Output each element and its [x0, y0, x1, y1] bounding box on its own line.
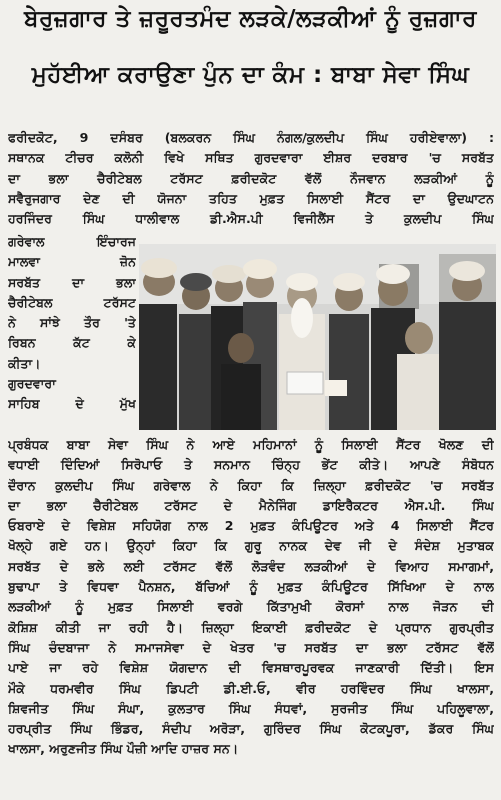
article-line: ਪਾਏ ਜਾ ਰਹੇ ਵਿਸ਼ੇਸ਼ ਯੋਗਦਾਨ ਦੀ ਵਿਸਥਾਰਪੂਰਵਕ ਜਾਣਕਾਰੀ ਦਿੱਤੀ। ਇਸ [8, 660, 494, 676]
article-line: ਸਵੈਰੁਜਗਾਰ ਦੇਣ ਦੀ ਯੋਜਨਾ ਤਹਿਤ ਮੁਫ਼ਤ ਸਿਲਾਈ ਸੈਂਟਰ ਦਾ ਉਦਘਾਟਨ [8, 190, 494, 206]
article-line: ਨੇ ਸਾਂਝੇ ਤੌਰ 'ਤੇ [8, 315, 136, 331]
article-line: ਸਥਾਨਕ ਟੀਚਰ ਕਲੋਨੀ ਵਿਖੇ ਸਥਿਤ ਗੁਰਦਵਾਰਾ ਈਸ਼ਰ ਦਰਬਾਰ 'ਚ ਸਰਬੱਤ [8, 150, 494, 166]
article-line: ਗੁਰਦਵਾਰਾ [8, 376, 56, 392]
article-line: ਕੋਸ਼ਿਸ਼ ਕੀਤੀ ਜਾ ਰਹੀ ਹੈ। ਜ਼ਿਲ੍ਹਾ ਇਕਾਈ ਫ਼ਰੀਦਕੋਟ ਦੇ ਪ੍ਰਧਾਨ ਗੁਰਪ੍ਰੀਤ [8, 619, 494, 635]
article-line: ਦਾ ਭਲਾ ਚੈਰੀਟੇਬਲ ਟਰੱਸਟ ਫ਼ਰੀਦਕੋਟ ਵੱਲੋਂ ਨੌਜਵਾਨ ਲੜਕੀਆਂ ਨੂੰ [8, 170, 494, 186]
article-line: ਸਰਬੱਤ ਦਾ ਭਲਾ [8, 274, 136, 290]
article-line: ਸਾਹਿਬ ਦੇ ਮੁੱਖ [8, 396, 136, 412]
article-line: ਮੌਕੇ ਧਰਮਵੀਰ ਸਿੰਘ ਡਿਪਟੀ ਡੀ.ਈ.ਓ, ਵੀਰ ਹਰਵਿੰਦਰ ਸਿੰਘ ਖਾਲਸਾ, [8, 680, 494, 696]
article-line: ਸ਼ਿਵਜੀਤ ਸਿੰਘ ਸੰਘਾ, ਕੁਲਤਾਰ ਸਿੰਘ ਸੰਧਵਾਂ, ਸੁਰਜੀਤ ਸਿੰਘ ਪਹਿਲੂਵਾਲਾ, [8, 700, 494, 716]
article-line: ਚੈਰੀਟੇਬਲ ਟਰੱਸਟ [8, 294, 136, 310]
article-line: ਹਰਪ੍ਰੀਤ ਸਿੰਘ ਭਿੰਡਰ, ਸੰਦੀਪ ਅਰੋੜਾ, ਗੁਰਿੰਦਰ ਸਿੰਘ ਕੋਟਕਪੂਰਾ, ਡੱਕਰ ਸਿੰਘ [8, 721, 494, 737]
article-line: ਖਾਲਸਾ, ਅਰੁਣਜੀਤ ਸਿੰਘ ਪੌਜ਼ੀ ਆਦਿ ਹਾਜ਼ਰ ਸਨ। [8, 741, 239, 757]
article-side-column [8, 232, 136, 415]
group-photo-icon [139, 244, 496, 430]
article-line: ਦਾ ਭਲਾ ਚੈਰੀਟੇਬਲ ਟਰੱਸਟ ਦੇ ਮੈਨੇਜਿੰਗ ਡਾਇਰੈਕਟਰ ਐਸ.ਪੀ. ਸਿੰਘ [8, 497, 494, 513]
article-line: ਰਿਬਨ ਕੱਟ ਕੇ [8, 335, 136, 351]
article-line: ਸਰਬੱਤ ਦੇ ਭਲੇ ਲਈ ਟਰੱਸਟ ਵੱਲੋਂ ਲੋੜਵੰਦ ਲੜਕੀਆਂ ਦੇ ਵਿਆਹ ਸਮਾਗਮਾਂ, [8, 558, 494, 574]
article-line: ਬੁਢਾਪਾ ਤੇ ਵਿਧਵਾ ਪੈਨਸ਼ਨ, ਬੱਚਿਆਂ ਨੂੰ ਮੁਫ਼ਤ ਕੰਪਿਊਟਰ ਸਿੱਖਿਆ ਦੇ ਨਾਲ [8, 579, 494, 595]
article-line: ਮਾਲਵਾ ਜ਼ੋਨ [8, 254, 136, 270]
article-line: ਹਰਜਿੰਦਰ ਸਿੰਘ ਧਾਲੀਵਾਲ ਡੀ.ਐਸ.ਪੀ ਵਿਜੀਲੈਂਸ ਤੇ ਕੁਲਦੀਪ ਸਿੰਘ [8, 211, 494, 227]
article-top [8, 128, 494, 229]
article-line: ਵਧਾਈ ਦਿੰਦਿਆਂ ਸਿਰੋਪਾਓ ਤੇ ਸਨਮਾਨ ਚਿੰਨ੍ਹ ਭੇਂਟ ਕੀਤੇ। ਆਪਣੇ ਸੰਬੋਧਨ [8, 457, 494, 473]
article-line: ਪ੍ਰਬੰਧਕ ਬਾਬਾ ਸੇਵਾ ਸਿੰਘ ਨੇ ਆਏ ਮਹਿਮਾਨਾਂ ਨੂੰ ਸਿਲਾਈ ਸੈਂਟਰ ਖੋਲਣ ਦੀ [8, 437, 494, 452]
headline-line-2: ਮੁਹੱਈਆ ਕਰਾਉਣਾ ਪੁੰਨ ਦਾ ਕੰਮ : ਬਾਬਾ ਸੇਵਾ ਸਿੰਘ [31, 62, 470, 88]
news-photo [139, 244, 496, 430]
article-line: ਖੋਲ੍ਹੇ ਗਏ ਹਨ। ਉਨ੍ਹਾਂ ਕਿਹਾ ਕਿ ਗੁਰੂ ਨਾਨਕ ਦੇਵ ਜੀ ਦੇ ਸੰਦੇਸ਼ ਮੁਤਾਬਕ [8, 538, 494, 554]
article-line: ਫਰੀਦਕੋਟ, 9 ਦਸੰਬਰ (ਬਲਕਰਨ ਸਿੰਘ ਨੰਗਲ/ਕੁਲਦੀਪ ਸਿੰਘ ਹਰੀਏਵਾਲਾ) : [8, 130, 494, 145]
article-line: ਲੜਕੀਆਂ ਨੂੰ ਮੁਫ਼ਤ ਸਿਲਾਈ ਵਰਗੇ ਕਿੱਤਾਮੁਖੀ ਕੋਰਸਾਂ ਨਾਲ ਜੋੜਨ ਦੀ [8, 599, 494, 615]
article-line: ਓਬਰਾਏ ਦੇ ਵਿਸ਼ੇਸ਼ ਸਹਿਯੋਗ ਨਾਲ 2 ਮੁਫ਼ਤ ਕੰਪਿਊਟਰ ਅਤੇ 4 ਸਿਲਾਈ ਸੈਂਟਰ [8, 518, 494, 534]
article-line: ਸਿੰਘ ਚੰਦਬਾਜਾ ਨੇ ਸਮਾਜਸੇਵਾ ਦੇ ਖੇਤਰ 'ਚ ਸਰਬੱਤ ਦਾ ਭਲਾ ਟਰੱਸਟ ਵੱਲੋਂ [8, 639, 494, 655]
article-line: ਦੌਰਾਨ ਕੁਲਦੀਪ ਸਿੰਘ ਗਰੇਵਾਲ ਨੇ ਕਿਹਾ ਕਿ ਜ਼ਿਲ੍ਹਾ ਫ਼ਰੀਦਕੋਟ 'ਚ ਸਰਬੱਤ [8, 477, 494, 493]
article-line: ਗਰੇਵਾਲ ਇੰਚਾਰਜ [8, 234, 136, 249]
headline-line-1: ਬੇਰੁਜ਼ਗਾਰ ਤੇ ਜ਼ਰੂਰਤਮੰਦ ਲੜਕੇ/ਲੜਕੀਆਂ ਨੂੰ ਰੁਜ਼ਗਾਰ [24, 6, 477, 32]
article-bottom [8, 435, 494, 760]
article-line: ਕੀਤਾ। [8, 355, 41, 371]
